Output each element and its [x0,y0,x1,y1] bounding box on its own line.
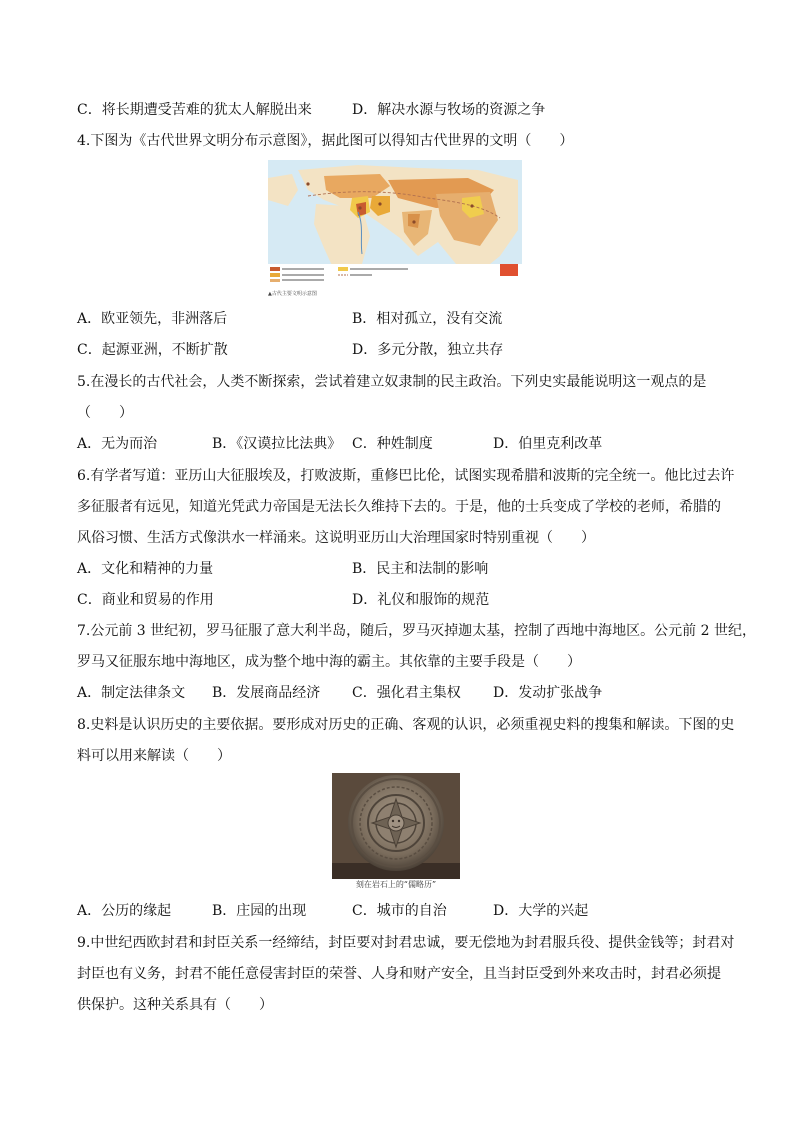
q8-calendar-stone-photo [332,773,460,891]
q4-option-b: B．相对孤立，没有交流 [352,311,503,327]
q9-stem-line-3: 供保护。这种关系具有（ ） [77,997,273,1013]
q6-stem-line-2: 多征服者有远见，知道光凭武力帝国是无法长久维持下去的。于是，他的士兵变成了学校的老师，希腊的 [77,499,721,515]
q6-option-a: A．文化和精神的力量 [77,561,214,577]
q5-option-c: C．种姓制度 [352,436,433,452]
q9-stem-line-1: 9.中世纪西欧封君和封臣关系一经缔结，封臣要对封君忠诚，要无偿地为封君服兵役、提供金钱等；封君对 [77,935,735,951]
q4-options-row-cd [77,340,717,360]
q8-figure-caption: 刻在岩石上的“儒略历” [355,880,437,889]
q6-stem-line-3: 风俗习惯、生活方式像洪水一样涌来。这说明亚历山大治理国家时特别重视（ ） [77,530,595,546]
q7-option-b: B．发展商品经济 [212,685,321,701]
q4-stem: 4.下图为《古代世界文明分布示意图》，据此图可以得知古代世界的文明（ ） [77,133,574,149]
q7-stem-line-1: 7.公元前 3 世纪初，罗马征服了意大利半岛，随后，罗马灭掉迦太基，控制了西地中海地区。公元前 2 世纪， [77,623,756,639]
q5-option-b: B．《汉谟拉比法典》 [212,436,342,452]
q5-option-d: D．伯里克利改革 [493,436,603,452]
q5-stem-line-1: 5.在漫长的古代社会，人类不断探索，尝试着建立奴隶制的民主政治。下列史实最能说明这一观点的是 [77,374,707,390]
q4-option-d: D．多元分散，独立共存 [352,342,504,358]
q7-stem-line-2: 罗马又征服东地中海地区，成为整个地中海的霸主。其依靠的主要手段是（ ） [77,654,581,670]
q5-option-a: A．无为而治 [77,436,158,452]
q6-option-b: B．民主和法制的影响 [352,561,489,577]
q6-options-row-ab [77,559,717,579]
q4-figure-caption: ▲古代主要文明示意图 [268,291,317,297]
q7-option-a: A．制定法律条文 [77,685,186,701]
q8-option-a: A．公历的缘起 [77,903,172,919]
q6-option-d: D．礼仪和服饰的规范 [352,592,490,608]
q8-options-row [77,901,717,921]
q4-options-row-ab [77,309,717,329]
q6-options-row-cd [77,590,717,610]
calendar-stone-illustration [332,773,460,879]
map-illustration [268,160,522,300]
q8-option-b: B．庄园的出现 [212,903,307,919]
q6-option-c: C．商业和贸易的作用 [77,592,214,608]
q4-option-a: A．欧亚领先，非洲落后 [77,311,228,327]
q4-world-civilization-map [268,160,522,300]
q8-stem-line-1: 8.史料是认识历史的主要依据。要形成对历史的正确、客观的认识，必须重视史料的搜集和解读。下图的史 [77,717,735,733]
q3-option-c: C．将长期遭受苦难的犹太人解脱出来 [77,102,312,118]
q5-options-row [77,434,717,454]
q3-option-d: D．解决水源与牧场的资源之争 [352,102,546,118]
q8-option-c: C．城市的自治 [352,903,447,919]
q7-option-d: D．发动扩张战争 [493,685,603,701]
q7-options-row [77,683,717,703]
q7-option-c: C．强化君主集权 [352,685,461,701]
q5-stem-line-2: （ ） [77,405,133,421]
q8-stem-line-2: 料可以用来解读（ ） [77,748,231,764]
q4-option-c: C．起源亚洲，不断扩散 [77,342,228,358]
q9-stem-line-2: 封臣也有义务，封君不能任意侵害封臣的荣誉、人身和财产安全，且当封臣受到外来攻击时，封君必须提 [77,966,721,982]
q3-options-row-cd [77,100,717,120]
q6-stem-line-1: 6.有学者写道：亚历山大征服埃及，打败波斯，重修巴比伦，试图实现希腊和波斯的完全统一。他比过去许 [77,468,735,484]
q8-option-d: D．大学的兴起 [493,903,589,919]
